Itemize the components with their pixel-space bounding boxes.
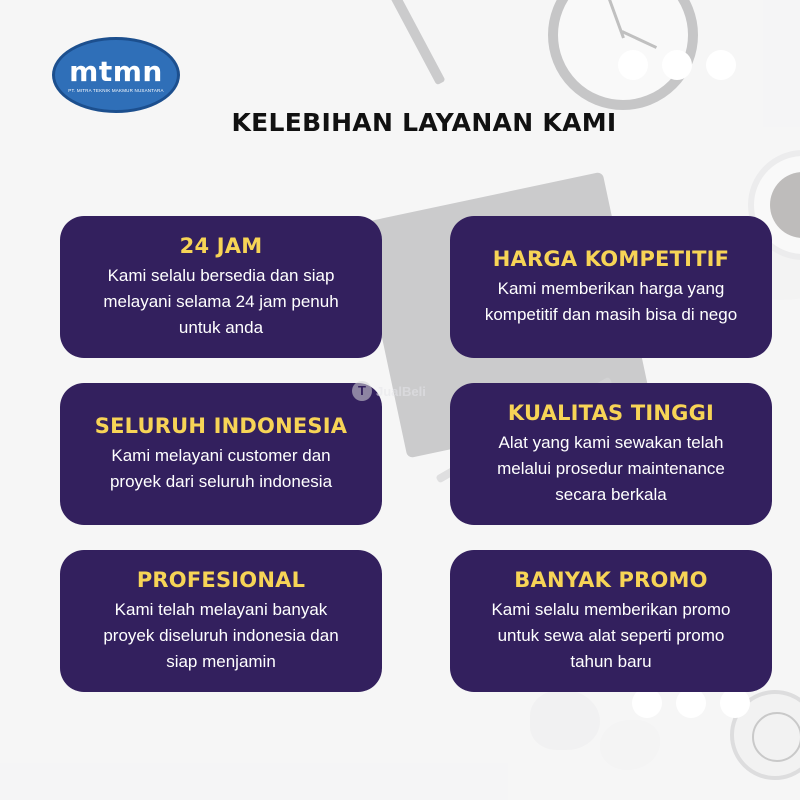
dot	[706, 50, 736, 80]
logo-company-name: PT. MITRA TEKNIK MAKMUR NUSANTARA	[68, 88, 164, 93]
card-title: BANYAK PROMO	[514, 567, 708, 592]
feature-card-banyak-promo	[450, 550, 772, 692]
card-description: Kami memberikan harga yang kompetitif dan masih bisa di nego	[484, 278, 738, 324]
card-title: SELURUH INDONESIA	[94, 413, 348, 438]
dot	[720, 688, 750, 718]
card-title: PROFESIONAL	[136, 567, 306, 592]
watermark-icon: T	[352, 381, 372, 401]
decorative-dots-top	[618, 50, 736, 80]
feature-card-seluruh-indonesia	[60, 383, 382, 525]
dot	[662, 50, 692, 80]
logo-wordmark: mtmn	[69, 55, 163, 88]
company-logo	[52, 37, 180, 113]
card-description: Alat yang kami sewakan telah melalui prosedur maintenance secara berkala	[497, 432, 725, 504]
card-description: Kami telah melayani banyak proyek diseluruh indonesia dan siap menjamin	[103, 599, 339, 671]
card-title: 24 JAM	[179, 233, 263, 258]
card-title: HARGA KOMPETITIF	[492, 246, 730, 271]
decorative-dots-bottom	[632, 688, 750, 718]
card-title: KUALITAS TINGGI	[507, 400, 715, 425]
feature-card-24-jam	[60, 216, 382, 358]
watermark	[352, 381, 426, 401]
feature-card-harga-kompetitif	[450, 216, 772, 358]
dot	[676, 688, 706, 718]
card-description: Kami selalu bersedia dan siap melayani selama 24 jam penuh untuk anda	[103, 265, 339, 337]
card-description: Kami melayani customer dan proyek dari seluruh indonesia	[109, 445, 333, 491]
feature-card-kualitas-tinggi	[450, 383, 772, 525]
card-description: Kami selalu memberikan promo untuk sewa alat seperti promo tahun baru	[491, 599, 731, 671]
dot	[618, 50, 648, 80]
watermark-text: JualBeli	[376, 383, 426, 399]
page-title: KELEBIHAN LAYANAN KAMI	[231, 108, 617, 137]
dot	[632, 688, 662, 718]
feature-card-profesional	[60, 550, 382, 692]
